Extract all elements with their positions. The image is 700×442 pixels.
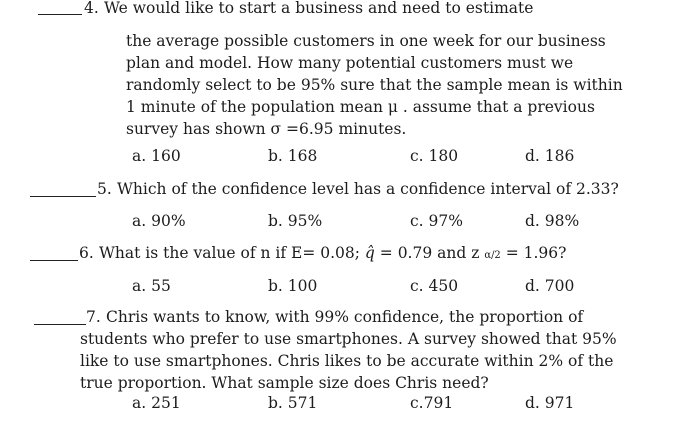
answer-blank-4[interactable] — [38, 14, 82, 15]
question-4-line-2: the average possible customers in one week for our business — [126, 32, 606, 50]
question-6-text — [99, 243, 566, 266]
question-4-body — [126, 30, 626, 140]
question-4-option-d: d. 186 — [525, 147, 575, 165]
question-7-option-c: c.791 — [410, 394, 454, 412]
q-hat-symbol: q̂ — [364, 244, 375, 262]
question-6-text-a: What is the value of n if E= 0.08; — [99, 244, 365, 262]
question-6-option-b: b. 100 — [268, 277, 318, 295]
question-4-line-3: plan and model. How many potential customers must we — [126, 54, 574, 72]
question-7-line-2: students who prefer to use smartphones. A survey showed that 95% — [80, 330, 617, 348]
question-4-line-6: survey has shown σ =6.95 minutes. — [126, 120, 407, 138]
question-7-option-d: d. 971 — [525, 394, 575, 412]
question-7-body — [80, 328, 626, 394]
question-6-number: 6. — [79, 244, 94, 262]
question-5-option-c: c. 97% — [410, 212, 463, 230]
question-4-line-5: 1 minute of the population mean μ . assume that a previous — [126, 98, 595, 116]
answer-blank-7[interactable] — [34, 324, 86, 325]
question-4-option-a: a. 160 — [132, 147, 181, 165]
question-7-option-b: b. 571 — [268, 394, 318, 412]
question-7-line-1: Chris wants to know, with 99% confidence, the proportion of — [106, 308, 584, 326]
question-4-option-b: b. 168 — [268, 147, 318, 165]
question-5-option-a: a. 90% — [132, 212, 186, 230]
answer-blank-5[interactable] — [30, 196, 96, 197]
question-7-line-3: like to use smartphones. Chris likes to be accurate within 2% of the — [80, 352, 614, 370]
question-5-option-d: d. 98% — [525, 212, 580, 230]
question-5-option-b: b. 95% — [268, 212, 323, 230]
question-5-number: 5. — [97, 180, 112, 198]
question-4-line-1: We would like to start a business and need to estimate — [104, 0, 534, 17]
question-6-option-a: a. 55 — [132, 277, 171, 295]
question-5-text: Which of the confidence level has a confidence interval of 2.33? — [117, 180, 619, 198]
question-7-line-4: true proportion. What sample size does Chris need? — [80, 374, 489, 392]
question-6-option-c: c. 450 — [410, 277, 459, 295]
question-7-number: 7. — [86, 308, 101, 326]
alpha-half-subscript: α/2 — [484, 250, 501, 261]
question-7-option-a: a. 251 — [132, 394, 181, 412]
question-4-option-c: c. 180 — [410, 147, 459, 165]
question-6-text-b: = 0.79 and z — [374, 244, 485, 262]
question-6-option-d: d. 700 — [525, 277, 575, 295]
question-6-text-c: = 1.96? — [500, 244, 567, 262]
question-4-number: 4. — [84, 0, 99, 17]
answer-blank-6[interactable] — [30, 260, 78, 261]
question-4-line-4: randomly select to be 95% sure that the sample mean is within — [126, 76, 623, 94]
